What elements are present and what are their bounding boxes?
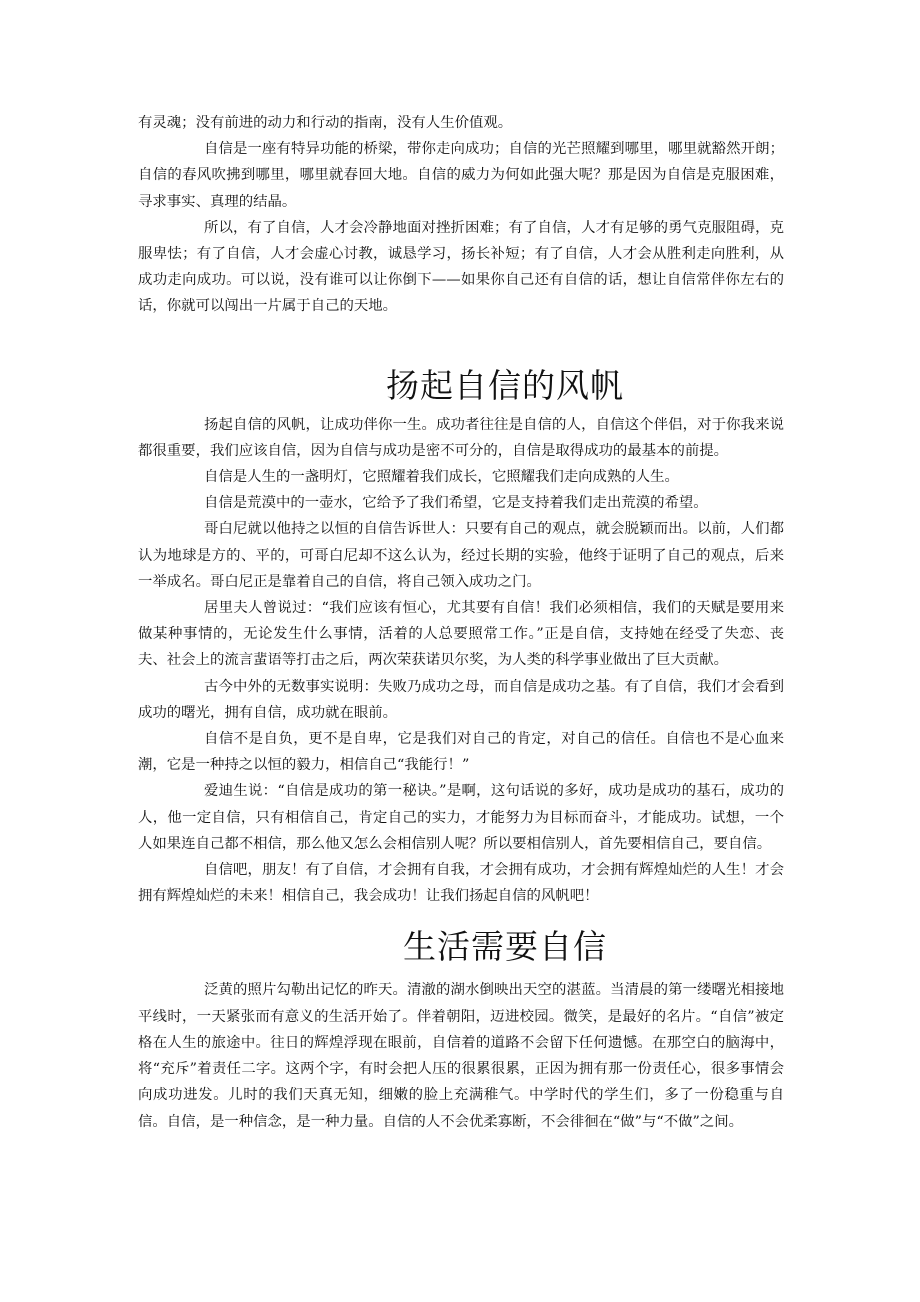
section2-paragraph-6: 古今中外的无数事实说明：失败乃成功之母，而自信是成功之基。有了自信，我们才会看到成功的曙光，拥有自信，成功就在眼前。 (138, 678, 784, 721)
section2-title: 扬起自信的风帆 (386, 365, 624, 405)
section2-paragraph-7: 自信不是自负，更不是自卑，它是我们对自己的肯定，对自己的信任。自信也不是心血来潮，它是一种持之以恒的毅力，相信自己“我能行！” (138, 731, 784, 774)
section2-paragraph-1: 扬起自信的风帆，让成功伴你一生。成功者往往是自信的人，自信这个伴侣，对于你我来说都很重要，我们应该自信，因为自信与成功是密不可分的，自信是取得成功的最基本的前提。 (138, 416, 784, 459)
section1-paragraph-2: 自信是一座有特异功能的桥梁，带你走向成功；自信的光芒照耀到哪里，哪里就豁然开朗；自信的春风吹拂到哪里，哪里就春回大地。自信的威力为何如此强大呢？那是因为自信是克服困难，寻求事实、真理的结晶。 (138, 141, 784, 210)
section2-paragraph-4: 哥白尼就以他持之以恒的自信告诉世人：只要有自己的观点，就会脱颖而出。以前，人们都认为地球是方的、平的，可哥白尼却不这么认为，经过长期的实验，他终于证明了自己的观点，后来一举成名。哥白尼正是靠着自己的自信，将自己领入成功之门。 (138, 521, 784, 590)
section1-paragraph-3: 所以，有了自信，人才会冷静地面对挫折困难；有了自信，人才有足够的勇气克服阻碍，克服卑怯；有了自信，人才会虚心讨教，诚恳学习，扬长补短；有了自信，人才会从胜利走向胜利，从成功走向成功。可以说，没有谁可以让你倒下——如果你自己还有自信的话，想让自信常伴你左右的话，你就可以闯出一片属于自己的天地。 (138, 219, 784, 315)
section2-paragraph-9: 自信吧，朋友！有了自信，才会拥有自我，才会拥有成功，才会拥有辉煌灿烂的人生！才会拥有辉煌灿烂的未来！相信自己，我会成功！让我们扬起自信的风帆吧！ (138, 862, 784, 905)
section3-title: 生活需要自信 (403, 927, 607, 967)
section2-paragraph-3: 自信是荒漠中的一壶水，它给予了我们希望，它是支持着我们走出荒漠的希望。 (204, 495, 708, 512)
section2-paragraph-5: 居里夫人曾说过：“我们应该有恒心，尤其要有自信！我们必须相信，我们的天赋是要用来做某种事情的，无论发生什么事情，活着的人总要照常工作。”正是自信，支持她在经受了失恋、丧夫、社会上的流言蜚语等打击之后，两次荣获诺贝尔奖，为人类的科学事业做出了巨大贡献。 (138, 600, 784, 669)
section2-paragraph-2: 自信是人生的一盏明灯，它照耀着我们成长，它照耀我们走向成熟的人生。 (204, 469, 679, 486)
section3-paragraph-1: 泛黄的照片勾勒出记忆的昨天。清澈的湖水倒映出天空的湛蓝。当清晨的第一缕曙光相接地平线时，一天紧张而有意义的生活开始了。伴着朝阳，迈进校园。微笑，是最好的名片。“自信”被定格在人生的旅途中。往日的辉煌浮现在眼前，自信着的道路不会留下任何遗憾。在那空白的脑海中，将“充斥”着责任二字。这两个字，有时会把人压的很累很累，正因为拥有那一份责任心，很多事情会向成功进发。儿时的我们天真无知，细嫩的脸上充满稚气。中学时代的学生们，多了一份稳重与自信。自信，是一种信念，是一种力量。自信的人不会优柔寡断，不会徘徊在“做”与“不做”之间。 (138, 982, 784, 1130)
section1-paragraph-1: 有灵魂；没有前进的动力和行动的指南，没有人生价值观。 (138, 115, 513, 131)
section2-paragraph-8: 爱迪生说：“自信是成功的第一秘诀。”是啊，这句话说的多好，成功是成功的基石，成功的人，他一定自信，只有相信自己，肯定自己的实力，才能努力为目标而奋斗，才能成功。试想，一个人如果连自己都不相信，那么他又怎么会相信别人呢？所以要相信别人，首先要相信自己，要自信。 (138, 783, 784, 852)
document-body (138, 110, 784, 1135)
